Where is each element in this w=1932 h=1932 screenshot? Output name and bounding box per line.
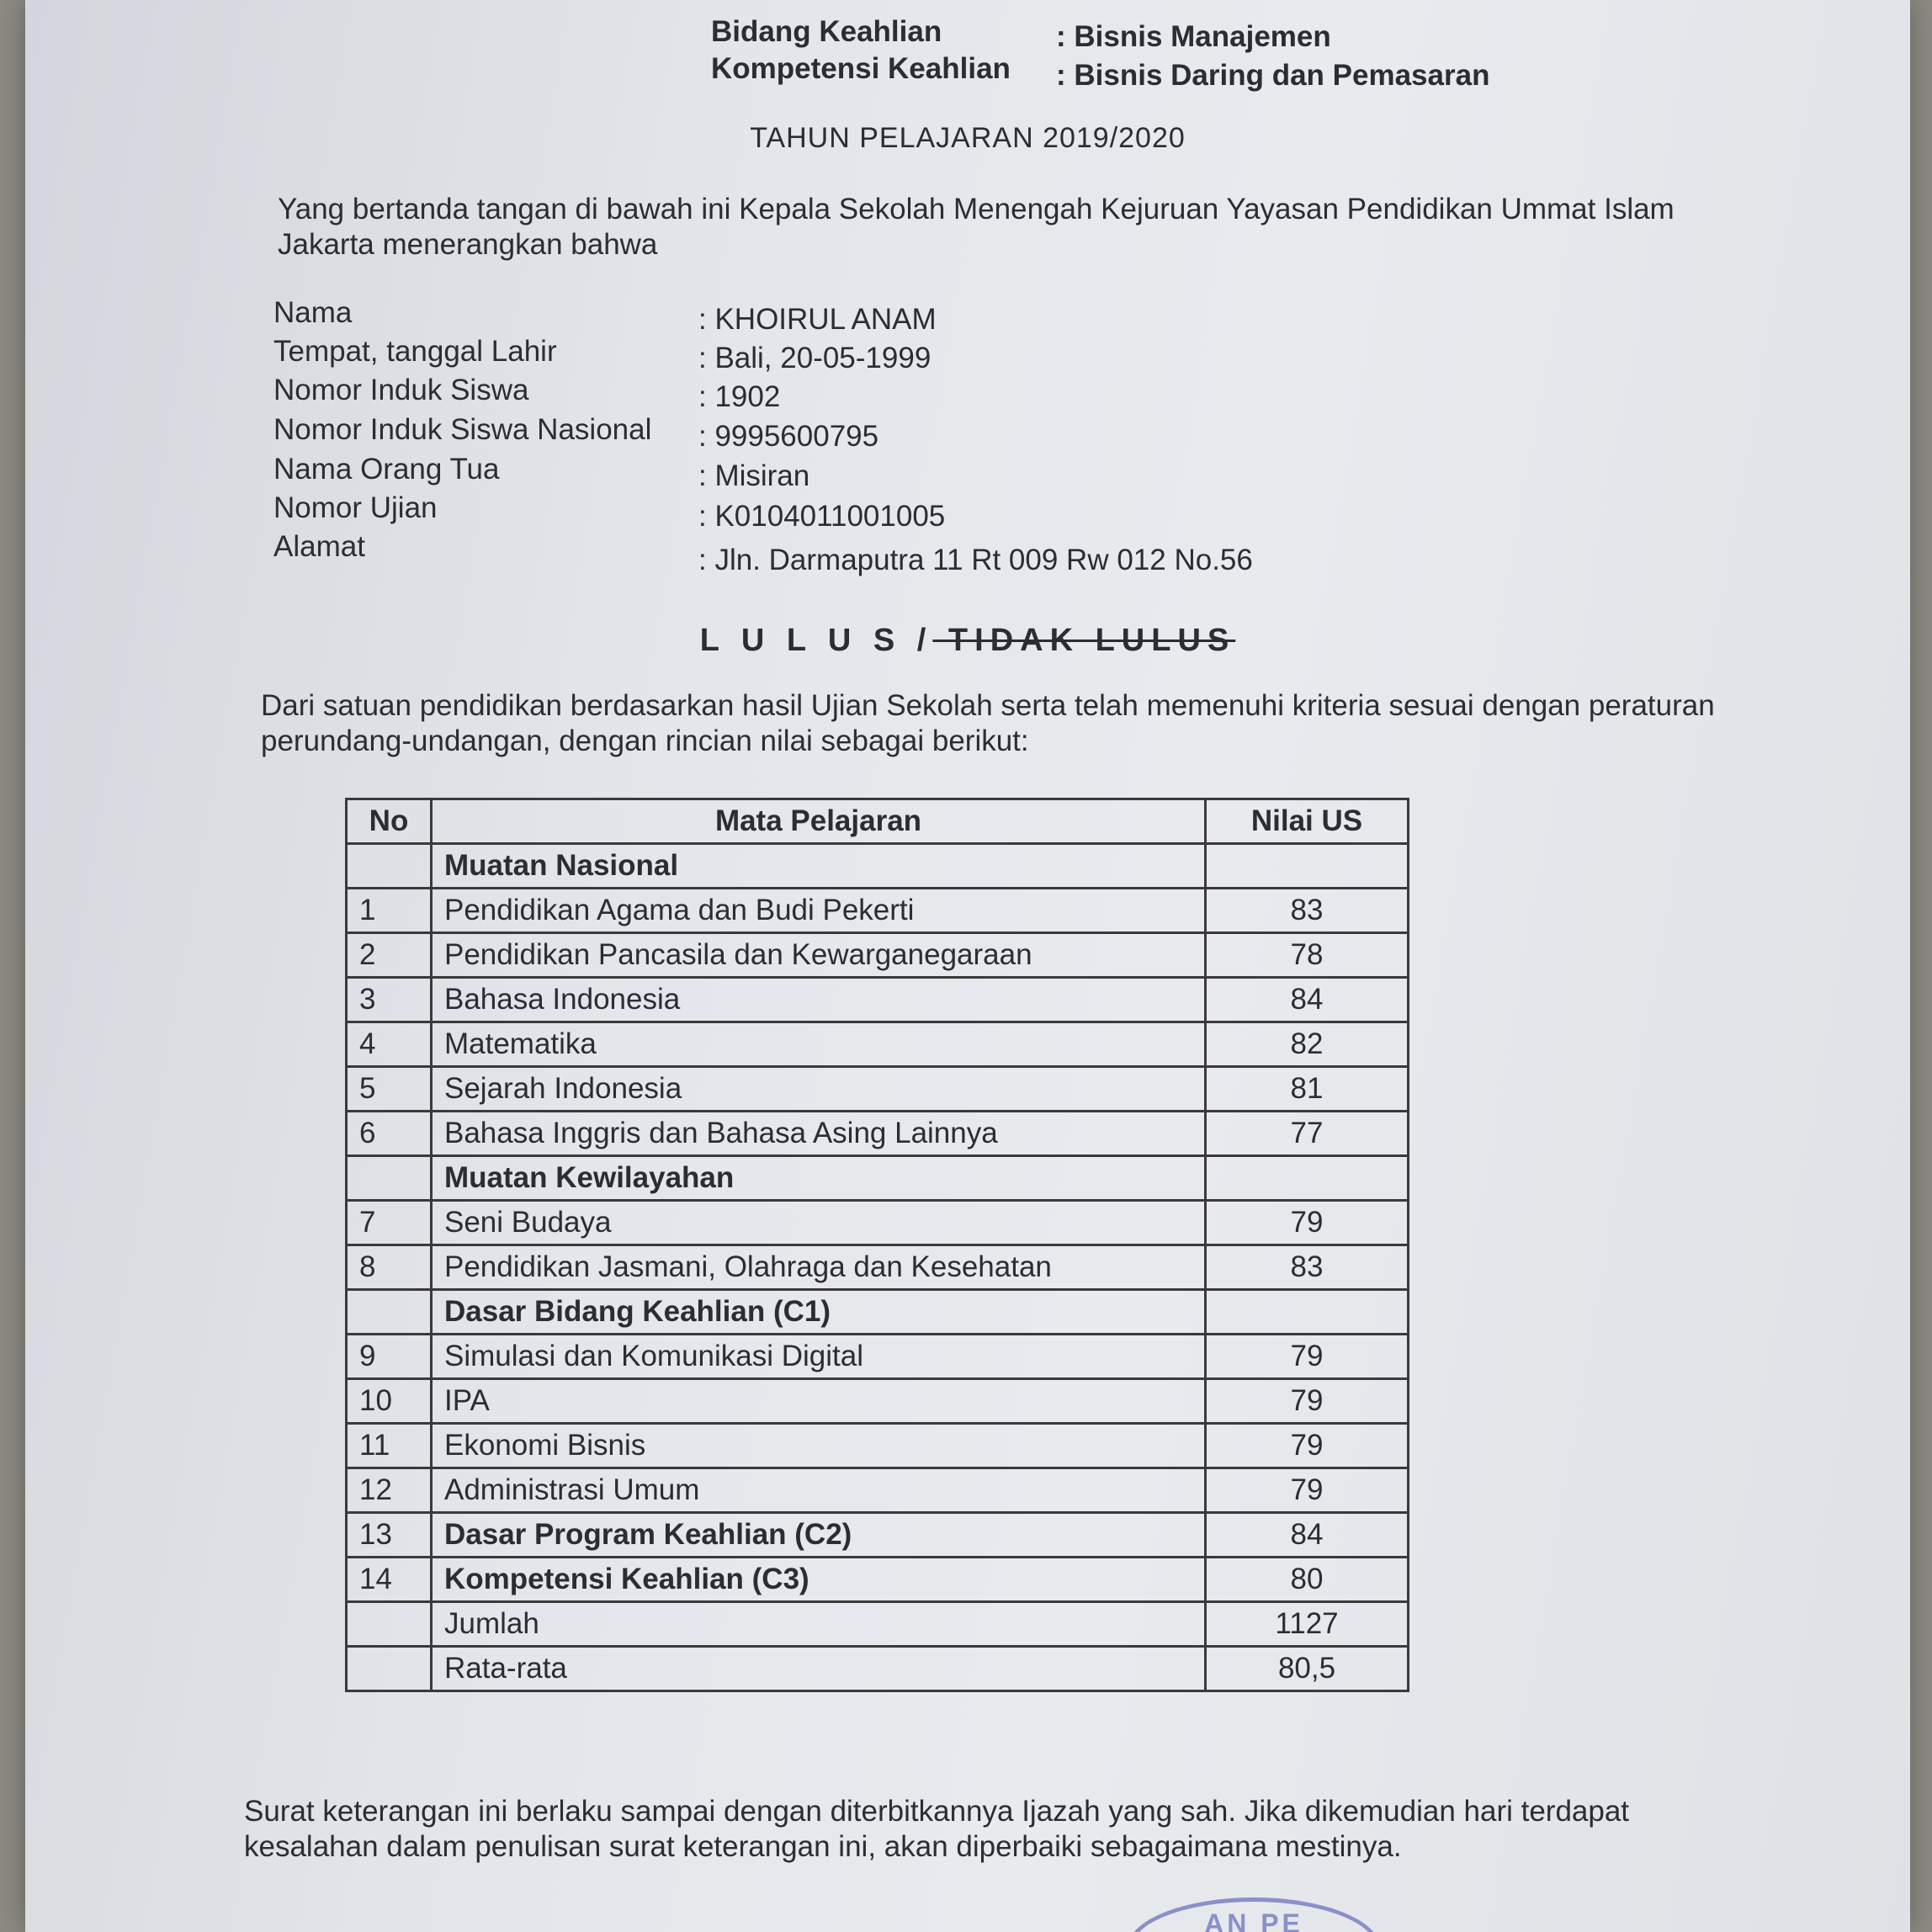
row-no [347, 1647, 432, 1691]
row-subject: Pendidikan Agama dan Budi Pekerti [432, 889, 1206, 933]
identity-label: Nomor Induk Siswa [273, 374, 529, 406]
row-subject: IPA [432, 1379, 1206, 1424]
table-row [347, 844, 1409, 889]
table-row [347, 1112, 1409, 1156]
school-stamp [1128, 1898, 1380, 1932]
header-score: Nilai US [1206, 799, 1409, 844]
row-subject: Ekonomi Bisnis [432, 1424, 1206, 1468]
row-subject: Jumlah [432, 1602, 1206, 1647]
row-score: 77 [1206, 1112, 1409, 1156]
row-score: 81 [1206, 1067, 1409, 1112]
table-row [347, 1558, 1409, 1602]
row-score [1206, 844, 1409, 889]
row-no: 10 [347, 1379, 432, 1424]
row-score [1206, 1290, 1409, 1335]
identity-label: Alamat [273, 530, 365, 563]
row-no: 2 [347, 933, 432, 978]
row-subject: Administrasi Umum [432, 1468, 1206, 1513]
table-row [347, 1379, 1409, 1424]
row-no: 6 [347, 1112, 432, 1156]
row-no: 5 [347, 1067, 432, 1112]
table-row [347, 1245, 1409, 1290]
identity-label: Tempat, tanggal Lahir [273, 335, 557, 368]
row-no: 1 [347, 889, 432, 933]
table-row [347, 1424, 1409, 1468]
row-score: 83 [1206, 1245, 1409, 1290]
grades-table [345, 798, 1409, 1692]
table-row [347, 1156, 1409, 1201]
graduation-status [25, 623, 1910, 659]
status-pass: L U L U S / [699, 623, 933, 658]
table-row [347, 978, 1409, 1022]
table-row [347, 1022, 1409, 1067]
row-no [347, 844, 432, 889]
header-no: No [347, 799, 432, 844]
identity-label: Nama Orang Tua [273, 453, 500, 486]
row-subject: Sejarah Indonesia [432, 1067, 1206, 1112]
field-label-bidang: Bidang Keahlian [711, 15, 942, 48]
row-no: 11 [347, 1424, 432, 1468]
row-subject: Pendidikan Pancasila dan Kewarganegaraan [432, 933, 1206, 978]
academic-year: TAHUN PELAJARAN 2019/2020 [750, 122, 1186, 154]
identity-value: : Misiran [698, 459, 810, 492]
field-label-kompetensi: Kompetensi Keahlian [711, 52, 1011, 85]
row-subject: Seni Budaya [432, 1201, 1206, 1245]
closing-paragraph: Surat keterangan ini berlaku sampai dengan diterbitkannya Ijazah yang sah. Jika dikemudian hari terdapat kesalahan dalam penulisan surat keterangan ini, akan diperbaiki sebagaimana mestinya. [244, 1795, 1630, 1863]
identity-value: : Jln. Darmaputra 11 Rt 009 Rw 012 No.56 [698, 544, 1253, 576]
row-no: 13 [347, 1513, 432, 1558]
field-value-bidang: : Bisnis Manajemen [1056, 20, 1331, 53]
identity-value: : K0104011001005 [698, 500, 946, 533]
row-no: 4 [347, 1022, 432, 1067]
row-score: 84 [1206, 978, 1409, 1022]
row-no: 7 [347, 1201, 432, 1245]
row-score [1206, 1156, 1409, 1201]
status-fail-struck: TIDAK LULUS [932, 623, 1236, 658]
row-subject: Dasar Program Keahlian (C2) [432, 1513, 1206, 1558]
row-no [347, 1602, 432, 1647]
table-header-row [347, 799, 1409, 844]
identity-label: Nomor Induk Siswa Nasional [273, 413, 652, 446]
row-score: 80,5 [1206, 1647, 1409, 1691]
identity-value: : 9995600795 [698, 420, 879, 453]
row-subject: Muatan Kewilayahan [432, 1156, 1206, 1201]
row-subject: Simulasi dan Komunikasi Digital [432, 1335, 1206, 1379]
intro-paragraph: Yang bertanda tangan di bawah ini Kepala Sekolah Menengah Kejuruan Yayasan Pendidikan Ummat Islam Jakarta menerangkan bahwa [278, 193, 1675, 261]
identity-value: : Bali, 20-05-1999 [698, 342, 932, 374]
table-row [347, 1647, 1409, 1691]
identity-value: : 1902 [698, 380, 781, 413]
row-no [347, 1156, 432, 1201]
table-row [347, 933, 1409, 978]
header-subject: Mata Pelajaran [432, 799, 1206, 844]
row-score: 84 [1206, 1513, 1409, 1558]
row-score: 1127 [1206, 1602, 1409, 1647]
row-no: 3 [347, 978, 432, 1022]
row-score: 79 [1206, 1335, 1409, 1379]
identity-label: Nomor Ujian [273, 491, 438, 524]
table-row [347, 1602, 1409, 1647]
row-subject: Kompetensi Keahlian (C3) [432, 1558, 1206, 1602]
row-subject: Dasar Bidang Keahlian (C1) [432, 1290, 1206, 1335]
row-score: 79 [1206, 1201, 1409, 1245]
row-score: 80 [1206, 1558, 1409, 1602]
criteria-paragraph: Dari satuan pendidikan berdasarkan hasil Ujian Sekolah serta telah memenuhi kriteria sesuai dengan peraturan perundang-undangan, dengan rincian nilai sebagai berikut: [261, 689, 1715, 757]
row-score: 79 [1206, 1468, 1409, 1513]
table-row [347, 1513, 1409, 1558]
row-subject: Rata-rata [432, 1647, 1206, 1691]
row-subject: Pendidikan Jasmani, Olahraga dan Kesehatan [432, 1245, 1206, 1290]
row-score: 82 [1206, 1022, 1409, 1067]
row-score: 79 [1206, 1424, 1409, 1468]
row-no [347, 1290, 432, 1335]
field-value-kompetensi: : Bisnis Daring dan Pemasaran [1056, 59, 1490, 92]
stamp-text: AN PE [1204, 1908, 1303, 1932]
table-row [347, 1290, 1409, 1335]
row-subject: Bahasa Inggris dan Bahasa Asing Lainnya [432, 1112, 1206, 1156]
identity-value: : KHOIRUL ANAM [698, 303, 937, 336]
row-score: 83 [1206, 889, 1409, 933]
table-row [347, 1201, 1409, 1245]
row-no: 14 [347, 1558, 432, 1602]
certificate-page [25, 0, 1910, 1932]
row-no: 9 [347, 1335, 432, 1379]
table-row [347, 889, 1409, 933]
table-row [347, 1468, 1409, 1513]
identity-label: Nama [273, 296, 353, 329]
row-score: 78 [1206, 933, 1409, 978]
row-score: 79 [1206, 1379, 1409, 1424]
row-subject: Muatan Nasional [432, 844, 1206, 889]
table-row [347, 1067, 1409, 1112]
row-subject: Matematika [432, 1022, 1206, 1067]
row-no: 12 [347, 1468, 432, 1513]
row-subject: Bahasa Indonesia [432, 978, 1206, 1022]
row-no: 8 [347, 1245, 432, 1290]
table-row [347, 1335, 1409, 1379]
